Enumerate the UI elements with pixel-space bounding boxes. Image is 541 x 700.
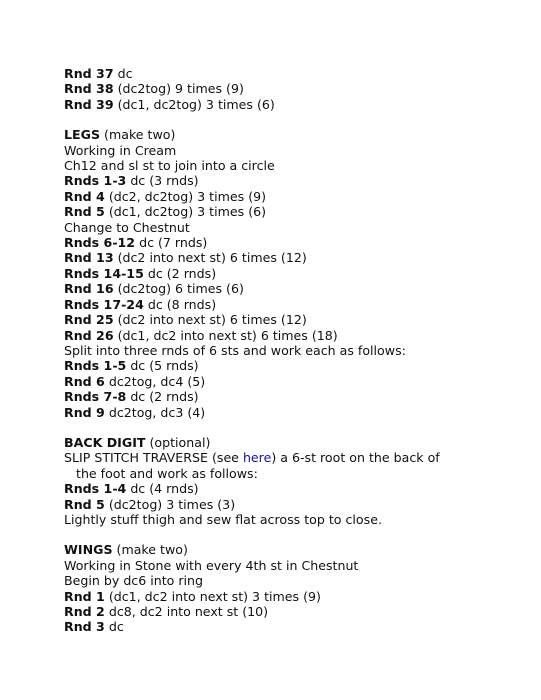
instruction-line: Rnds 1-3 dc (3 rnds) — [64, 173, 199, 189]
section-gap — [64, 527, 524, 542]
pattern-document — [64, 66, 524, 635]
instruction-line: Rnd 26 (dc1, dc2 into next st) 6 times (18) — [64, 327, 338, 343]
instruction-line: Rnds 6-12 dc (7 rnds) — [64, 235, 208, 251]
traverse-instruction: SLIP STITCH TRAVERSE (see here) a 6-st root on the back of — [64, 450, 440, 466]
instruction-line: Rnds 14-15 dc (2 rnds) — [64, 265, 217, 281]
instruction-line: Lightly stuff thigh and sew flat across top to close. — [64, 511, 382, 527]
instruction-line: Rnd 1 (dc1, dc2 into next st) 3 times (9) — [64, 588, 321, 604]
instruction-line: Rnd 25 (dc2 into next st) 6 times (12) — [64, 312, 307, 328]
instruction-line: Working in Stone with every 4th st in Chestnut — [64, 557, 359, 573]
section-heading-wings: WINGS (make two) — [64, 542, 188, 558]
instruction-line: Rnds 17-24 dc (8 rnds) — [64, 296, 217, 312]
instruction-line: Ch12 and sl st to join into a circle — [64, 158, 275, 174]
instruction-line: Rnd 4 (dc2, dc2tog) 3 times (9) — [64, 188, 267, 204]
instruction-line: Rnd 39 (dc1, dc2tog) 3 times (6) — [64, 96, 275, 112]
instruction-line: Rnds 7-8 dc (2 rnds) — [64, 389, 199, 405]
instruction-line: Split into three rnds of 6 sts and work each as follows: — [64, 342, 406, 358]
instruction-line: Rnd 38 (dc2tog) 9 times (9) — [64, 81, 244, 97]
instruction-line: Change to Chestnut — [64, 219, 190, 235]
instruction-line: Begin by dc6 into ring — [64, 573, 204, 589]
instruction-line: Rnds 1-4 dc (4 rnds) — [64, 481, 199, 497]
section-heading-legs: LEGS (make two) — [64, 127, 176, 143]
section-gap — [64, 112, 524, 127]
instruction-line: Rnd 5 (dc2tog) 3 times (3) — [64, 496, 236, 512]
instruction-line: Rnd 2 dc8, dc2 into next st (10) — [64, 604, 269, 619]
instruction-line: Rnds 1-5 dc (5 rnds) — [64, 358, 199, 374]
section-gap — [64, 420, 524, 435]
traverse-continuation: the foot and work as follows: — [76, 465, 258, 481]
instruction-line: Rnd 13 (dc2 into next st) 6 times (12) — [64, 250, 307, 266]
instruction-line: Working in Cream — [64, 142, 177, 158]
section-heading-back-digit: BACK DIGIT (optional) — [64, 434, 211, 450]
instruction-line: Rnd 9 dc2tog, dc3 (4) — [64, 404, 206, 420]
instruction-line: Rnd 5 (dc1, dc2tog) 3 times (6) — [64, 204, 267, 220]
here-link[interactable]: here — [242, 450, 272, 466]
instruction-line: Rnd 3 dc — [64, 619, 124, 635]
instruction-line: Rnd 37 dc — [64, 66, 133, 81]
instruction-line: Rnd 6 dc2tog, dc4 (5) — [64, 373, 206, 389]
instruction-line: Rnd 16 (dc2tog) 6 times (6) — [64, 281, 244, 297]
